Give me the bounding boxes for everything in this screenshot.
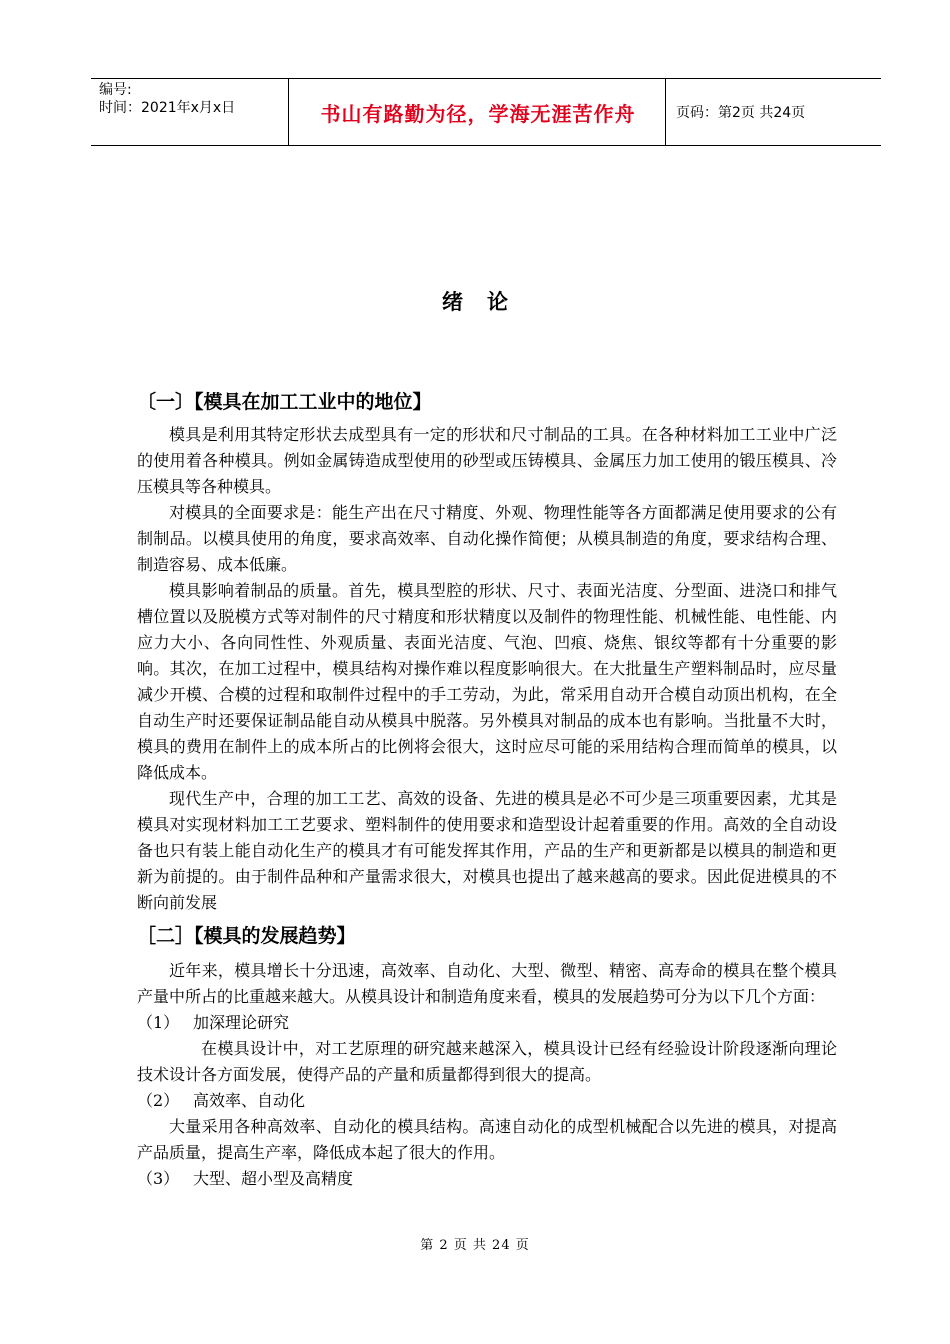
page-footer: 第 2 页 共 24 页: [420, 1238, 530, 1253]
list-item-number: （1）: [137, 1013, 180, 1032]
list-item: [137, 1166, 837, 1192]
document-body: [137, 388, 837, 1192]
header-divider: [288, 79, 289, 145]
list-item-number: （3）: [137, 1169, 180, 1188]
list-item-number: （2）: [137, 1091, 180, 1110]
list-item-label: 大型、超小型及高精度: [193, 1169, 354, 1188]
header-divider: [665, 79, 666, 145]
list-item-label: 加深理论研究: [193, 1013, 290, 1032]
list-item: [137, 1088, 837, 1114]
page-header: [91, 78, 881, 146]
header-motto: 书山有路勤为径，学海无涯苦作舟: [320, 101, 636, 126]
document-time-label: 时间：2021年x月x日: [99, 100, 236, 116]
section-heading: ［二］【模具的发展趋势】: [137, 925, 356, 947]
paragraph: 在模具设计中，对工艺原理的研究越来越深入，模具设计已经有经验设计阶段逐渐向理论技术设计各方面发展，使得产品的产量和质量都得到很大的提高。: [137, 1039, 837, 1084]
paragraph: 对模具的全面要求是：能生产出在尺寸精度、外观、物理性能等各方面都满足使用要求的公有制制品。以模具使用的角度，要求高效率、自动化操作简便；从模具制造的角度，要求结构合理、制造容易、成本低廉。: [137, 503, 837, 574]
list-item-label: 高效率、自动化: [193, 1091, 306, 1110]
page-title: 绪论: [442, 290, 532, 314]
header-page-info: 页码：第2页 共24页: [676, 105, 806, 121]
paragraph: 大量采用各种高效率、自动化的模具结构。高速自动化的成型机械配合以先进的模具，对提高产品质量，提高生产率，降低成本起了很大的作用。: [137, 1117, 837, 1162]
header-meta: [99, 81, 289, 117]
paragraph: 近年来，模具增长十分迅速，高效率、自动化、大型、微型、精密、高寿命的模具在整个模具产量中所占的比重越来越大。从模具设计和制造角度来看，模具的发展趋势可分为以下几个方面：: [137, 961, 837, 1006]
paragraph: 模具是利用其特定形状去成型具有一定的形状和尺寸制品的工具。在各种材料加工工业中广泛的使用着各种模具。例如金属铸造成型使用的砂型或压铸模具、金属压力加工使用的锻压模具、冷压模具等各种模具。: [137, 425, 837, 496]
document-number-label: 编号:: [99, 82, 132, 98]
paragraph: 模具影响着制品的质量。首先，模具型腔的形状、尺寸、表面光洁度、分型面、进浇口和排气槽位置以及脱模方式等对制件的尺寸精度和形状精度以及制件的物理性能、机械性能、电性能、内应力大小、各向同性性、外观质量、表面光洁度、气泡、凹痕、烧焦、银纹等都有十分重要的影响。其次，在加工过程中，模具结构对操作难以程度影响很大。在大批量生产塑料制品时，应尽量减少开模、合模的过程和取制件过程中的手工劳动，为此，常采用自动开合模自动顶出机构，在全自动生产时还要保证制品能自动从模具中脱落。另外模具对制品的成本也有影响。当批量不大时，模具的费用在制件上的成本所占的比例将会很大，这时应尽可能的采用结构合理而简单的模具，以降低成本。: [137, 581, 837, 782]
section-heading: 〔一〕【模具在加工工业中的地位】: [137, 391, 432, 413]
paragraph: 现代生产中，合理的加工工艺、高效的设备、先进的模具是必不可少是三项重要因素，尤其是模具对实现材料加工工艺要求、塑料制件的使用要求和造型设计起着重要的作用。高效的全自动设备也只有装上能自动化生产的模具才有可能发挥其作用，产品的生产和更新都是以模具的制造和更新为前提的。由于制件品种和产量需求很大，对模具也提出了越来越高的要求。因此促进模具的不断向前发展: [137, 789, 837, 912]
list-item: [137, 1010, 837, 1036]
